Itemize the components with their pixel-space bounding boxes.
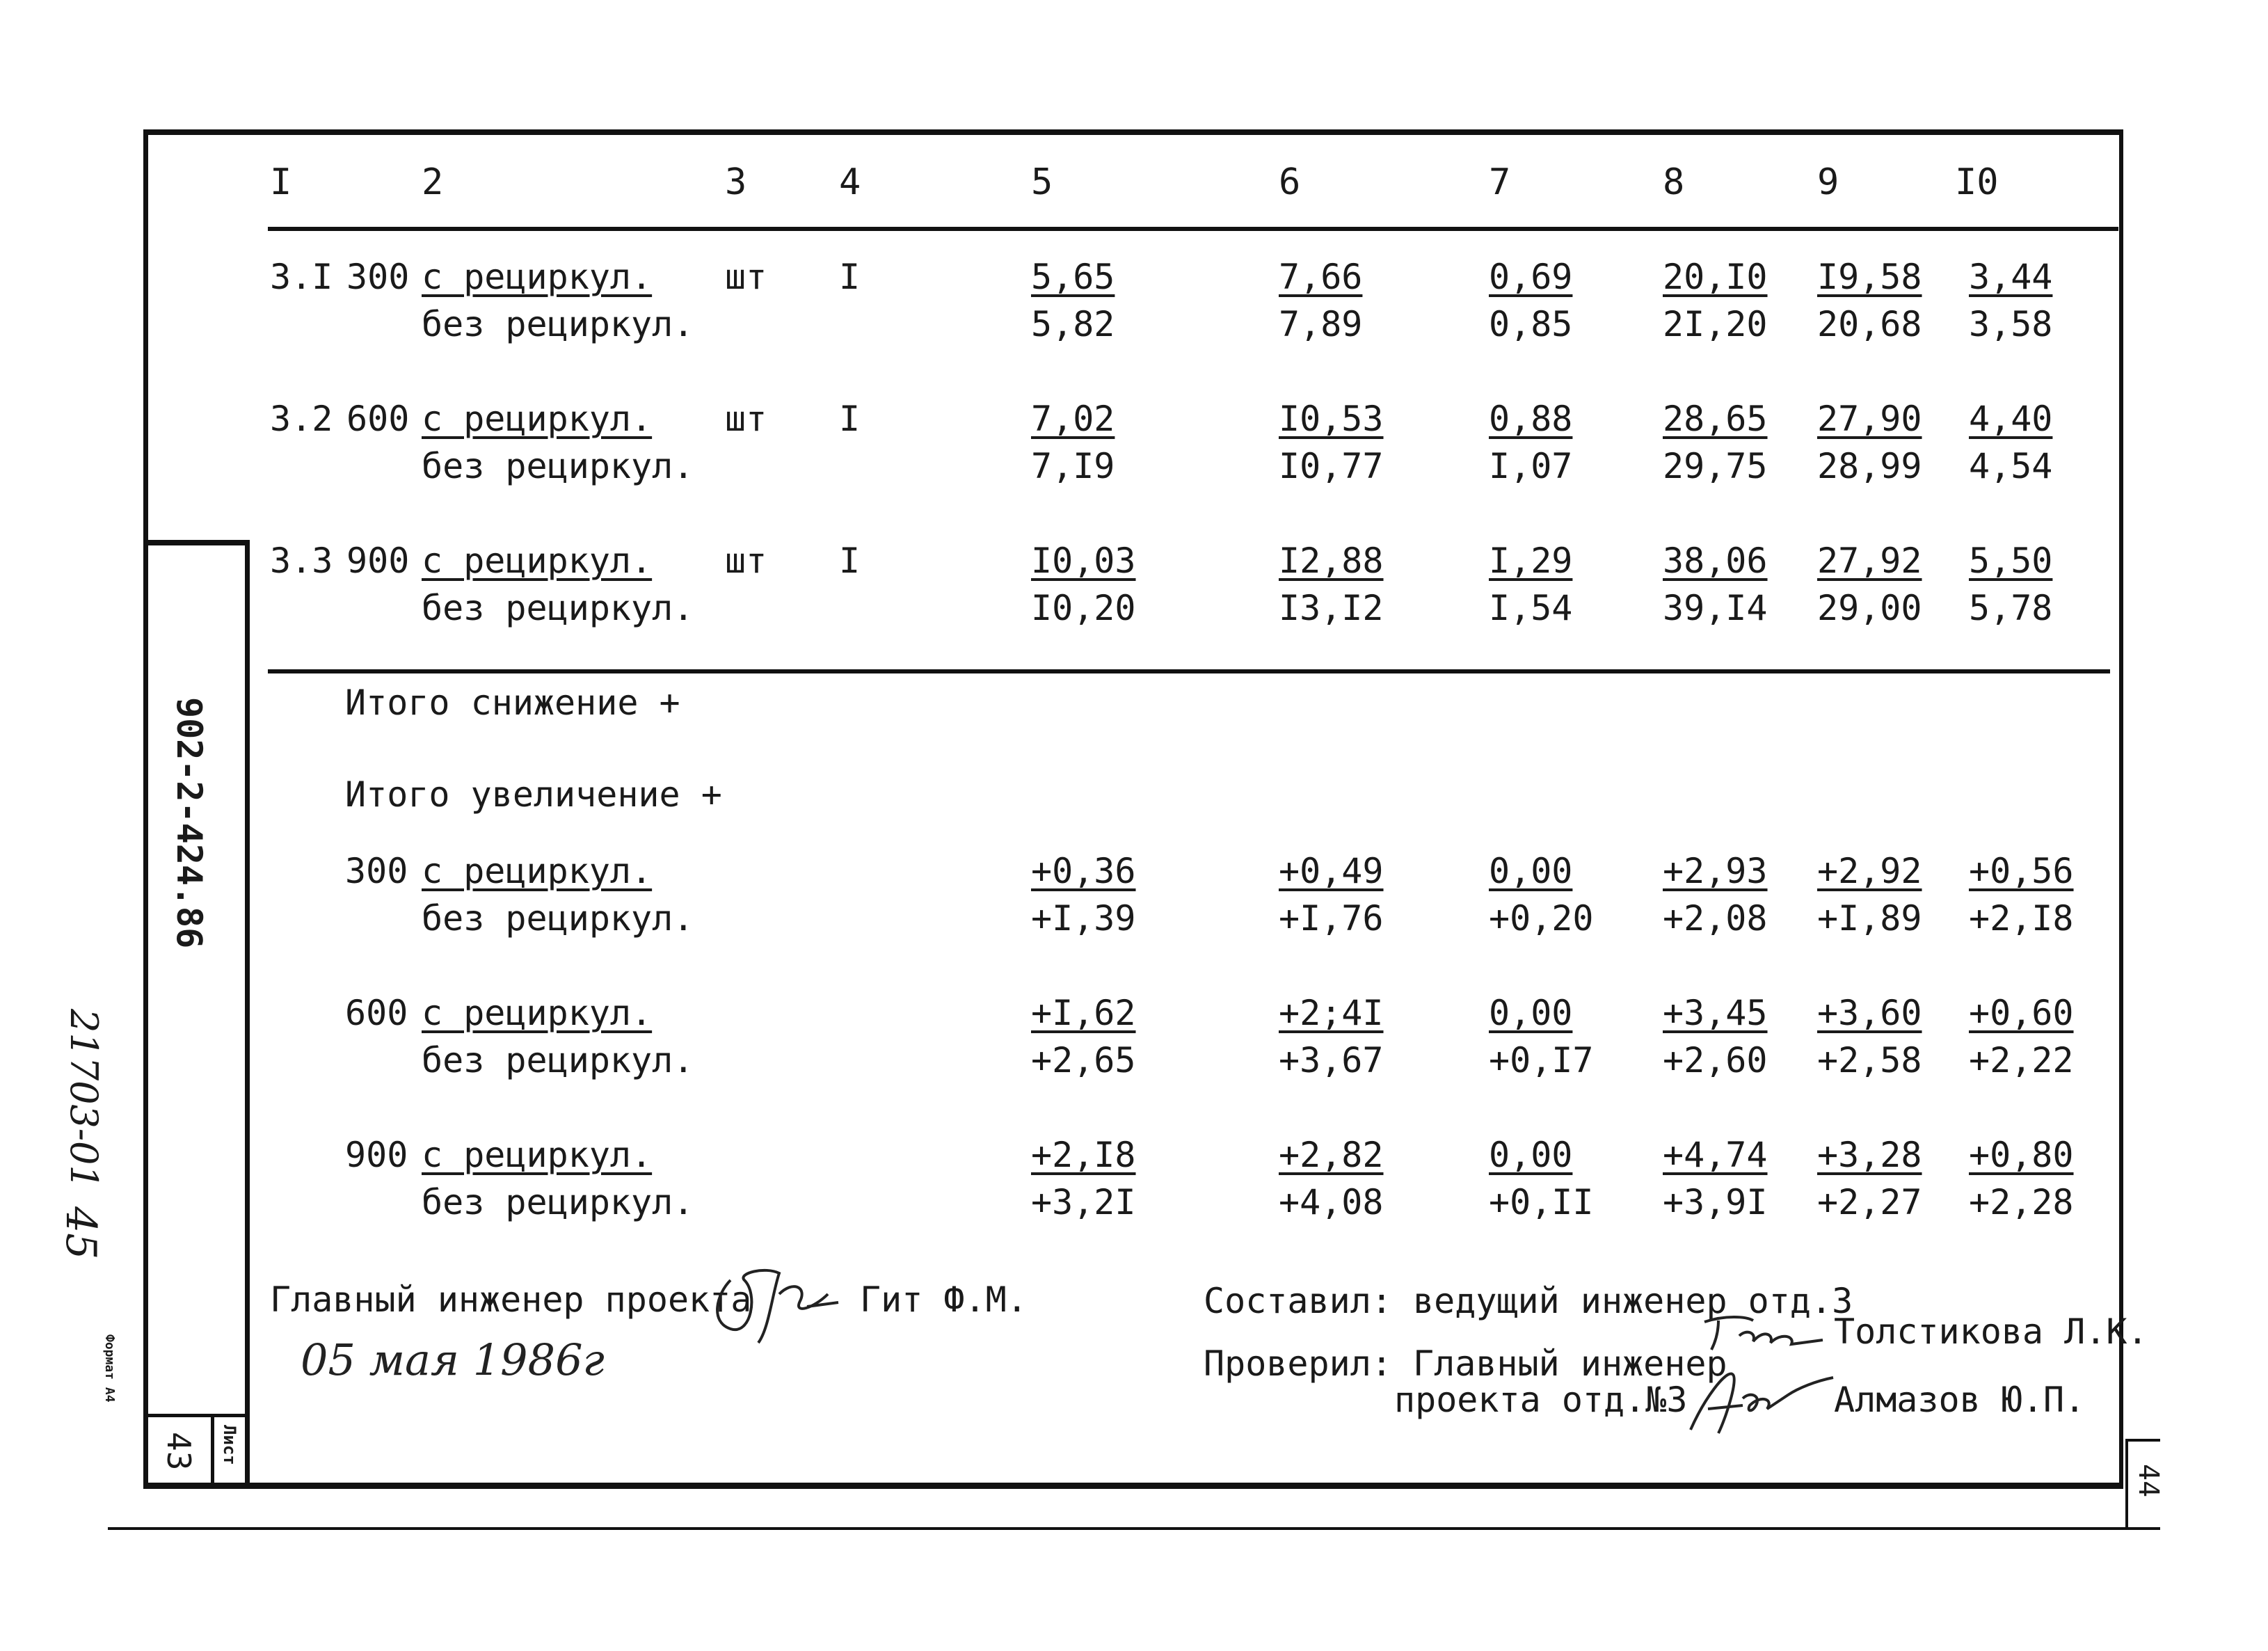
cell-top-7: I,29: [1489, 541, 1573, 581]
row-id: 3.I: [270, 257, 333, 297]
cell-bottom-5: +I,39: [1031, 898, 1136, 939]
row-label-bottom: без рециркул.: [422, 898, 694, 939]
header-rule: [268, 227, 2118, 231]
cell-top-8: +2,93: [1663, 851, 1768, 891]
row-label-top: с рециркул.: [422, 851, 653, 891]
cell-bottom-6: +4,08: [1279, 1182, 1384, 1222]
cell-bottom-10: 4,54: [1969, 446, 2053, 486]
row-qty: I: [839, 541, 861, 581]
compiled-by-label: Составил: ведущий инженер отд.3: [1204, 1281, 1853, 1321]
total-increase-label: Итого увеличение +: [345, 774, 722, 815]
total-decrease-label: Итого снижение +: [345, 683, 680, 723]
checked-by-label: Проверил: Главный инженер: [1204, 1343, 1727, 1384]
col-header-3: 3: [725, 161, 747, 203]
cell-bottom-6: +3,67: [1279, 1040, 1384, 1080]
row-qty: I: [839, 399, 861, 439]
row-size: 900: [346, 541, 410, 581]
checked-by-name: Алмазов Ю.П.: [1834, 1380, 2086, 1420]
cell-top-9: +3,28: [1817, 1135, 1922, 1175]
cell-bottom-8: 2I,20: [1663, 304, 1768, 344]
row-size: 600: [345, 993, 408, 1033]
right-stub-top: [2125, 1439, 2160, 1442]
cell-top-5: 5,65: [1031, 257, 1115, 297]
row-label-bottom: без рециркул.: [422, 588, 694, 628]
row-label-bottom: без рециркул.: [422, 1182, 694, 1222]
row-label-bottom: без рециркул.: [422, 1040, 694, 1080]
row-unit: шт: [725, 257, 767, 297]
cell-bottom-9: 28,99: [1817, 446, 1922, 486]
cell-top-10: 5,50: [1969, 541, 2053, 581]
cell-top-10: +0,56: [1969, 851, 2074, 891]
cell-bottom-8: 39,I4: [1663, 588, 1768, 628]
cell-top-6: +2,82: [1279, 1135, 1384, 1175]
cell-bottom-9: +2,27: [1817, 1182, 1922, 1222]
next-page-number: 44: [2132, 1464, 2164, 1498]
cell-bottom-5: +3,2I: [1031, 1182, 1136, 1222]
row-unit: шт: [725, 399, 767, 439]
cell-top-7: 0,00: [1489, 851, 1573, 891]
checked-by-dept: проекта отд.№3: [1394, 1380, 1688, 1420]
cell-bottom-9: +2,58: [1817, 1040, 1922, 1080]
cell-top-10: 3,44: [1969, 257, 2053, 297]
row-label-bottom: без рециркул.: [422, 446, 694, 486]
col-header-6: 6: [1279, 161, 1301, 203]
col-header-9: 9: [1817, 161, 1839, 203]
chief-engineer-signature: [703, 1252, 842, 1350]
col-header-7: 7: [1489, 161, 1511, 203]
cell-top-7: 0,00: [1489, 993, 1573, 1033]
col-header-1: I: [270, 161, 292, 203]
cell-top-6: +2;4I: [1279, 993, 1384, 1033]
row-label-top: с рециркул.: [422, 993, 653, 1033]
row-unit: шт: [725, 541, 767, 581]
row-size: 900: [345, 1135, 408, 1175]
cell-top-5: +0,36: [1031, 851, 1136, 891]
cell-top-9: 27,90: [1817, 399, 1922, 439]
cell-bottom-6: I0,77: [1279, 446, 1384, 486]
inventory-number: 21703-01: [62, 1009, 106, 1189]
cell-bottom-6: I3,I2: [1279, 588, 1384, 628]
row-size: 300: [346, 257, 410, 297]
cell-top-7: 0,88: [1489, 399, 1573, 439]
col-header-5: 5: [1031, 161, 1053, 203]
cell-top-8: 20,I0: [1663, 257, 1768, 297]
row-id: 3.3: [270, 541, 333, 581]
cell-top-6: I2,88: [1279, 541, 1384, 581]
cell-bottom-10: +2,28: [1969, 1182, 2074, 1222]
cell-top-6: 7,66: [1279, 257, 1363, 297]
cell-top-10: +0,60: [1969, 993, 2074, 1033]
row-label-top: с рециркул.: [422, 541, 653, 581]
cell-top-10: +0,80: [1969, 1135, 2074, 1175]
cell-top-5: 7,02: [1031, 399, 1115, 439]
stamp-column-right: [245, 541, 250, 1489]
cell-bottom-7: +0,II: [1489, 1182, 1594, 1222]
checked-signature: [1677, 1357, 1837, 1440]
col-header-2: 2: [422, 161, 444, 203]
cell-top-9: I9,58: [1817, 257, 1922, 297]
cell-bottom-10: 3,58: [1969, 304, 2053, 344]
cell-top-9: 27,92: [1817, 541, 1922, 581]
cell-top-6: +0,49: [1279, 851, 1384, 891]
handwritten-page-number: 45: [56, 1206, 105, 1260]
cell-top-10: 4,40: [1969, 399, 2053, 439]
cell-bottom-8: +2,08: [1663, 898, 1768, 939]
cell-bottom-5: +2,65: [1031, 1040, 1136, 1080]
cell-top-7: 0,00: [1489, 1135, 1573, 1175]
cell-top-9: +2,92: [1817, 851, 1922, 891]
compiled-by-name: Толстикова Л.К.: [1834, 1311, 2148, 1352]
cell-bottom-10: 5,78: [1969, 588, 2053, 628]
chief-engineer-name: Гит Ф.М.: [860, 1279, 1028, 1320]
cell-bottom-8: +3,9I: [1663, 1182, 1768, 1222]
cell-top-6: I0,53: [1279, 399, 1384, 439]
cell-top-8: +3,45: [1663, 993, 1768, 1033]
stamp-column-top: [143, 540, 250, 545]
row-size: 600: [346, 399, 410, 439]
paper-format: Формат А4: [102, 1334, 117, 1403]
row-id: 3.2: [270, 399, 333, 439]
cell-bottom-6: +I,76: [1279, 898, 1384, 939]
cell-top-5: +2,I8: [1031, 1135, 1136, 1175]
row-label-bottom: без рециркул.: [422, 304, 694, 344]
cell-bottom-9: 29,00: [1817, 588, 1922, 628]
stamp-column-cell-top: [143, 1414, 250, 1417]
cell-top-8: 38,06: [1663, 541, 1768, 581]
cell-bottom-9: +I,89: [1817, 898, 1922, 939]
row-label-top: с рециркул.: [422, 1135, 653, 1175]
row-label-top: с рециркул.: [422, 257, 653, 297]
approval-date: 05 мая 1986г: [301, 1334, 605, 1385]
cell-bottom-8: 29,75: [1663, 446, 1768, 486]
sheet-label: Лист: [220, 1425, 239, 1465]
cell-bottom-7: I,07: [1489, 446, 1573, 486]
row-qty: I: [839, 257, 861, 297]
page-bottom-rule: [108, 1527, 2160, 1530]
cell-top-5: +I,62: [1031, 993, 1136, 1033]
cell-bottom-6: 7,89: [1279, 304, 1363, 344]
cell-top-7: 0,69: [1489, 257, 1573, 297]
cell-bottom-10: +2,22: [1969, 1040, 2074, 1080]
right-stub-line: [2125, 1439, 2128, 1529]
cell-bottom-7: I,54: [1489, 588, 1573, 628]
cell-top-5: I0,03: [1031, 541, 1136, 581]
cell-bottom-5: 5,82: [1031, 304, 1115, 344]
document-code: 902-2-424.86: [169, 697, 209, 949]
table-bottom-rule: [268, 669, 2110, 673]
sheet-number: 43: [160, 1432, 198, 1471]
row-label-top: с рециркул.: [422, 399, 653, 439]
col-header-8: 8: [1663, 161, 1685, 203]
cell-top-8: 28,65: [1663, 399, 1768, 439]
col-header-4: 4: [839, 161, 861, 203]
cell-bottom-8: +2,60: [1663, 1040, 1768, 1080]
cell-bottom-5: 7,I9: [1031, 446, 1115, 486]
cell-top-8: +4,74: [1663, 1135, 1768, 1175]
cell-bottom-5: I0,20: [1031, 588, 1136, 628]
cell-bottom-10: +2,I8: [1969, 898, 2074, 939]
cell-bottom-7: +0,I7: [1489, 1040, 1594, 1080]
stamp-cell-divider: [211, 1414, 214, 1489]
chief-engineer-label: Главный инженер проекта: [270, 1279, 752, 1320]
cell-bottom-7: 0,85: [1489, 304, 1573, 344]
cell-bottom-9: 20,68: [1817, 304, 1922, 344]
cell-top-9: +3,60: [1817, 993, 1922, 1033]
cell-bottom-7: +0,20: [1489, 898, 1594, 939]
row-size: 300: [345, 851, 408, 891]
col-header-10: I0: [1955, 161, 1999, 203]
